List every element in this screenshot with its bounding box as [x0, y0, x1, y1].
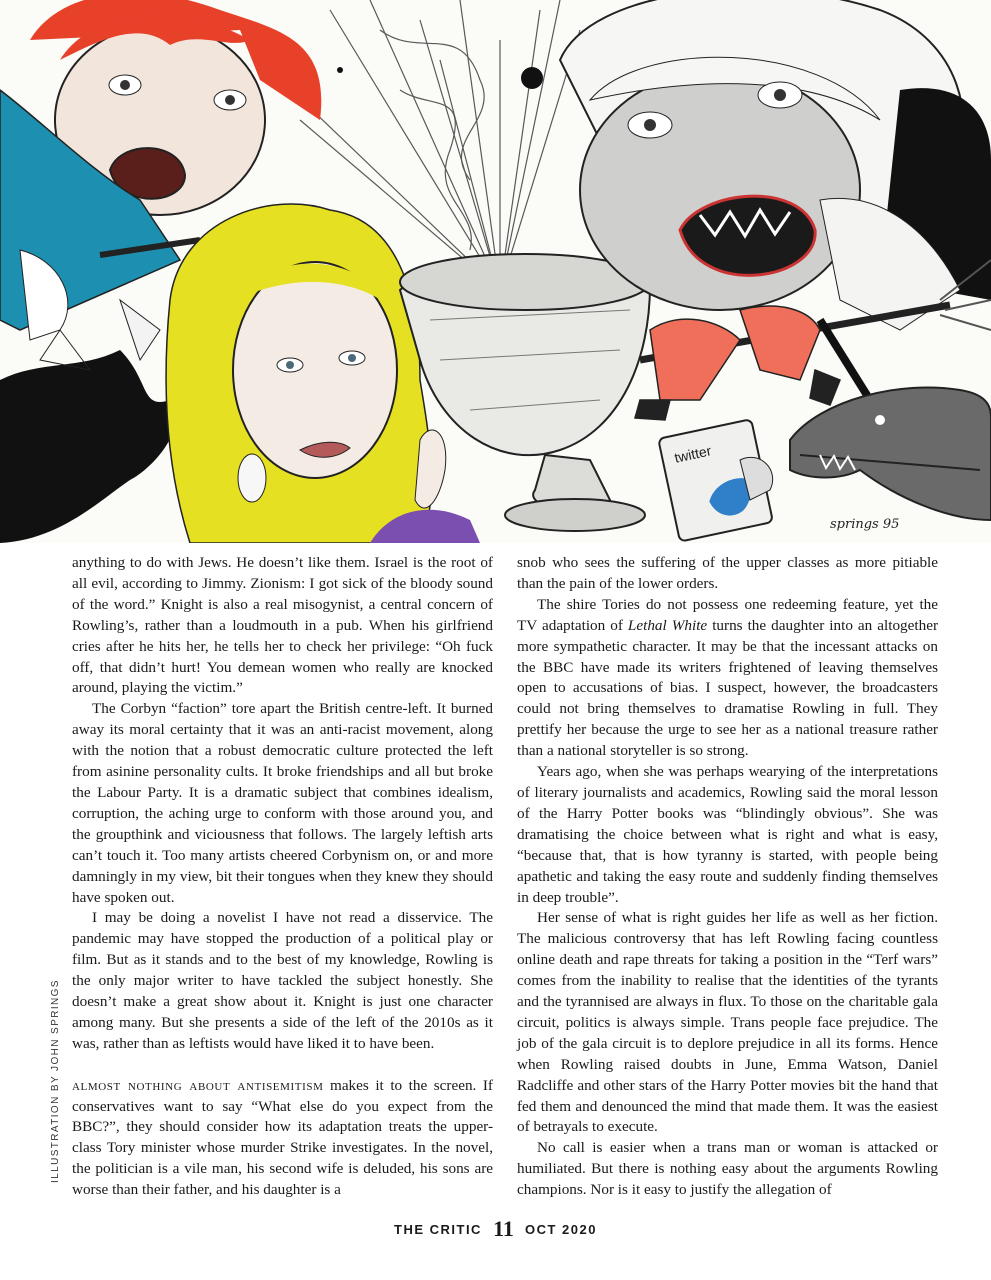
artist-signature: springs 95	[830, 517, 900, 532]
paragraph: anything to do with Jews. He doesn’t like them. Israel is the root of all evil, according to Jimmy. Zionism: I got sick of the bloody sound of the word.” Knight is also a real misogynist, a central concern of Rowling’s, rather than a loudmouth in a pub. When his girlfriend cries after he hits her, he tells her to check her privilege: “Oh fuck off, that didn’t hurt! You demean women who really are knocked around, playing the victim.”	[72, 554, 493, 697]
article-column-right	[517, 553, 938, 1201]
page-footer	[0, 1216, 991, 1242]
page-number: 11	[493, 1216, 514, 1241]
paragraph: The Corbyn “faction” tore apart the British centre-left. It burned away its moral certainty that it was an anti-racist movement, along with the notion that a robust democratic culture protected the left from asinine personality cults. It broke friendships and all but broke the Labour Party. It is a dramatic subject that combines idealism, corruption, the aching urge to conform with those around you, and the groupthink and viciousness that follows. The largely leftish arts can’t touch it. Too many artists cheered Corbynism on, or and more damningly in my view, bit their tongues when they knew they should have spoken out.	[72, 700, 493, 906]
paragraph: No call is easier when a trans man or woman is attacked or humiliated. But there is nothing easy about the arguments Rowling champions. Nor is it easy to justify the allegation of	[517, 1139, 938, 1199]
section-lead-in: almost nothing about antisemitism	[72, 1076, 324, 1094]
article-column-left	[72, 553, 493, 1201]
paragraph: snob who sees the suffering of the upper classes as more pitiable than the pain of the lower orders.	[517, 554, 938, 592]
issue-date: OCT 2020	[525, 1222, 597, 1237]
pink-legs	[635, 306, 840, 420]
illustration-credit: ILLUSTRATION BY JOHN SPRINGS	[50, 979, 61, 1183]
paragraph: Years ago, when she was perhaps wearying of the interpretations of literary journalists and academics, Rowling said the moral lesson of the Harry Potter books was “blindingly obvious”. She was dramatising the choice between what is right and what is easy, “because that, that is how tyranny is started, with people being apathetic and taking the easy route and suddenly finding themselves in deep trouble”.	[517, 763, 938, 906]
device-label: twitter	[672, 442, 713, 466]
magazine-name: THE CRITIC	[394, 1222, 482, 1237]
paragraph: The shire Tories do not possess one redeeming feature, yet the TV adaptation of Lethal White turns the daughter into an altogether more sympathetic character. It may be that the incessant attacks on the BBC have made its writers frightened of leaving themselves open to accusations of bias. I suspect, however, the broadcasters could not bring themselves to dramatise Rowling in full. They prettify her because the urge to see her as a national treasure rather than a national storyteller is so strong.	[517, 595, 938, 760]
paragraph: I may be doing a novelist I have not read a disservice. The pandemic may have stopped the production of a political play or film. But as it stands and to the best of my knowledge, Rowling is the only major writer to have tackled the subject honestly. She doesn’t make a great show about it. Knight is just one character among many. But she presents a side of the left of the 2010s as it was, rather than as leftists would have liked it to have been.	[72, 909, 493, 1052]
work-title: Lethal White	[627, 616, 708, 634]
twitter-device	[658, 419, 773, 541]
section-paragraph: almost nothing about antisemitism makes it to the screen. If conservatives want to say “What else do you expect from the BBC?”, they should consider how its adaptation treats the upper-class Tory minister whose murder Strike investigates. In the novel, the politician is a vile man, his second wife is deluded, his sons are worse than their father, and his daughter is a	[72, 1076, 493, 1199]
dark-creature	[0, 350, 175, 543]
dragon-head	[790, 387, 991, 520]
paragraph: Her sense of what is right guides her life as well as her fiction. The malicious controversy that has left Rowling facing countless online death and rape threats for taking a position in the “Terf wars” comes from the inability to realise that the identities of the tyrants and the tyrannised are always in flux. To those on the charitable gala circuit, politics is always simple. Trans people face prejudice. The job of the gala circuit is to deplore prejudice in all its forms. Hence when Rowling raised doubts in June, Emma Watson, Daniel Radcliffe and other stars of the Harry Potter movies bit the hand that fed them and denounced the mind that made them. It was the easiest of betrayals to execute.	[517, 909, 938, 1136]
cartoon-illustration	[0, 0, 991, 543]
